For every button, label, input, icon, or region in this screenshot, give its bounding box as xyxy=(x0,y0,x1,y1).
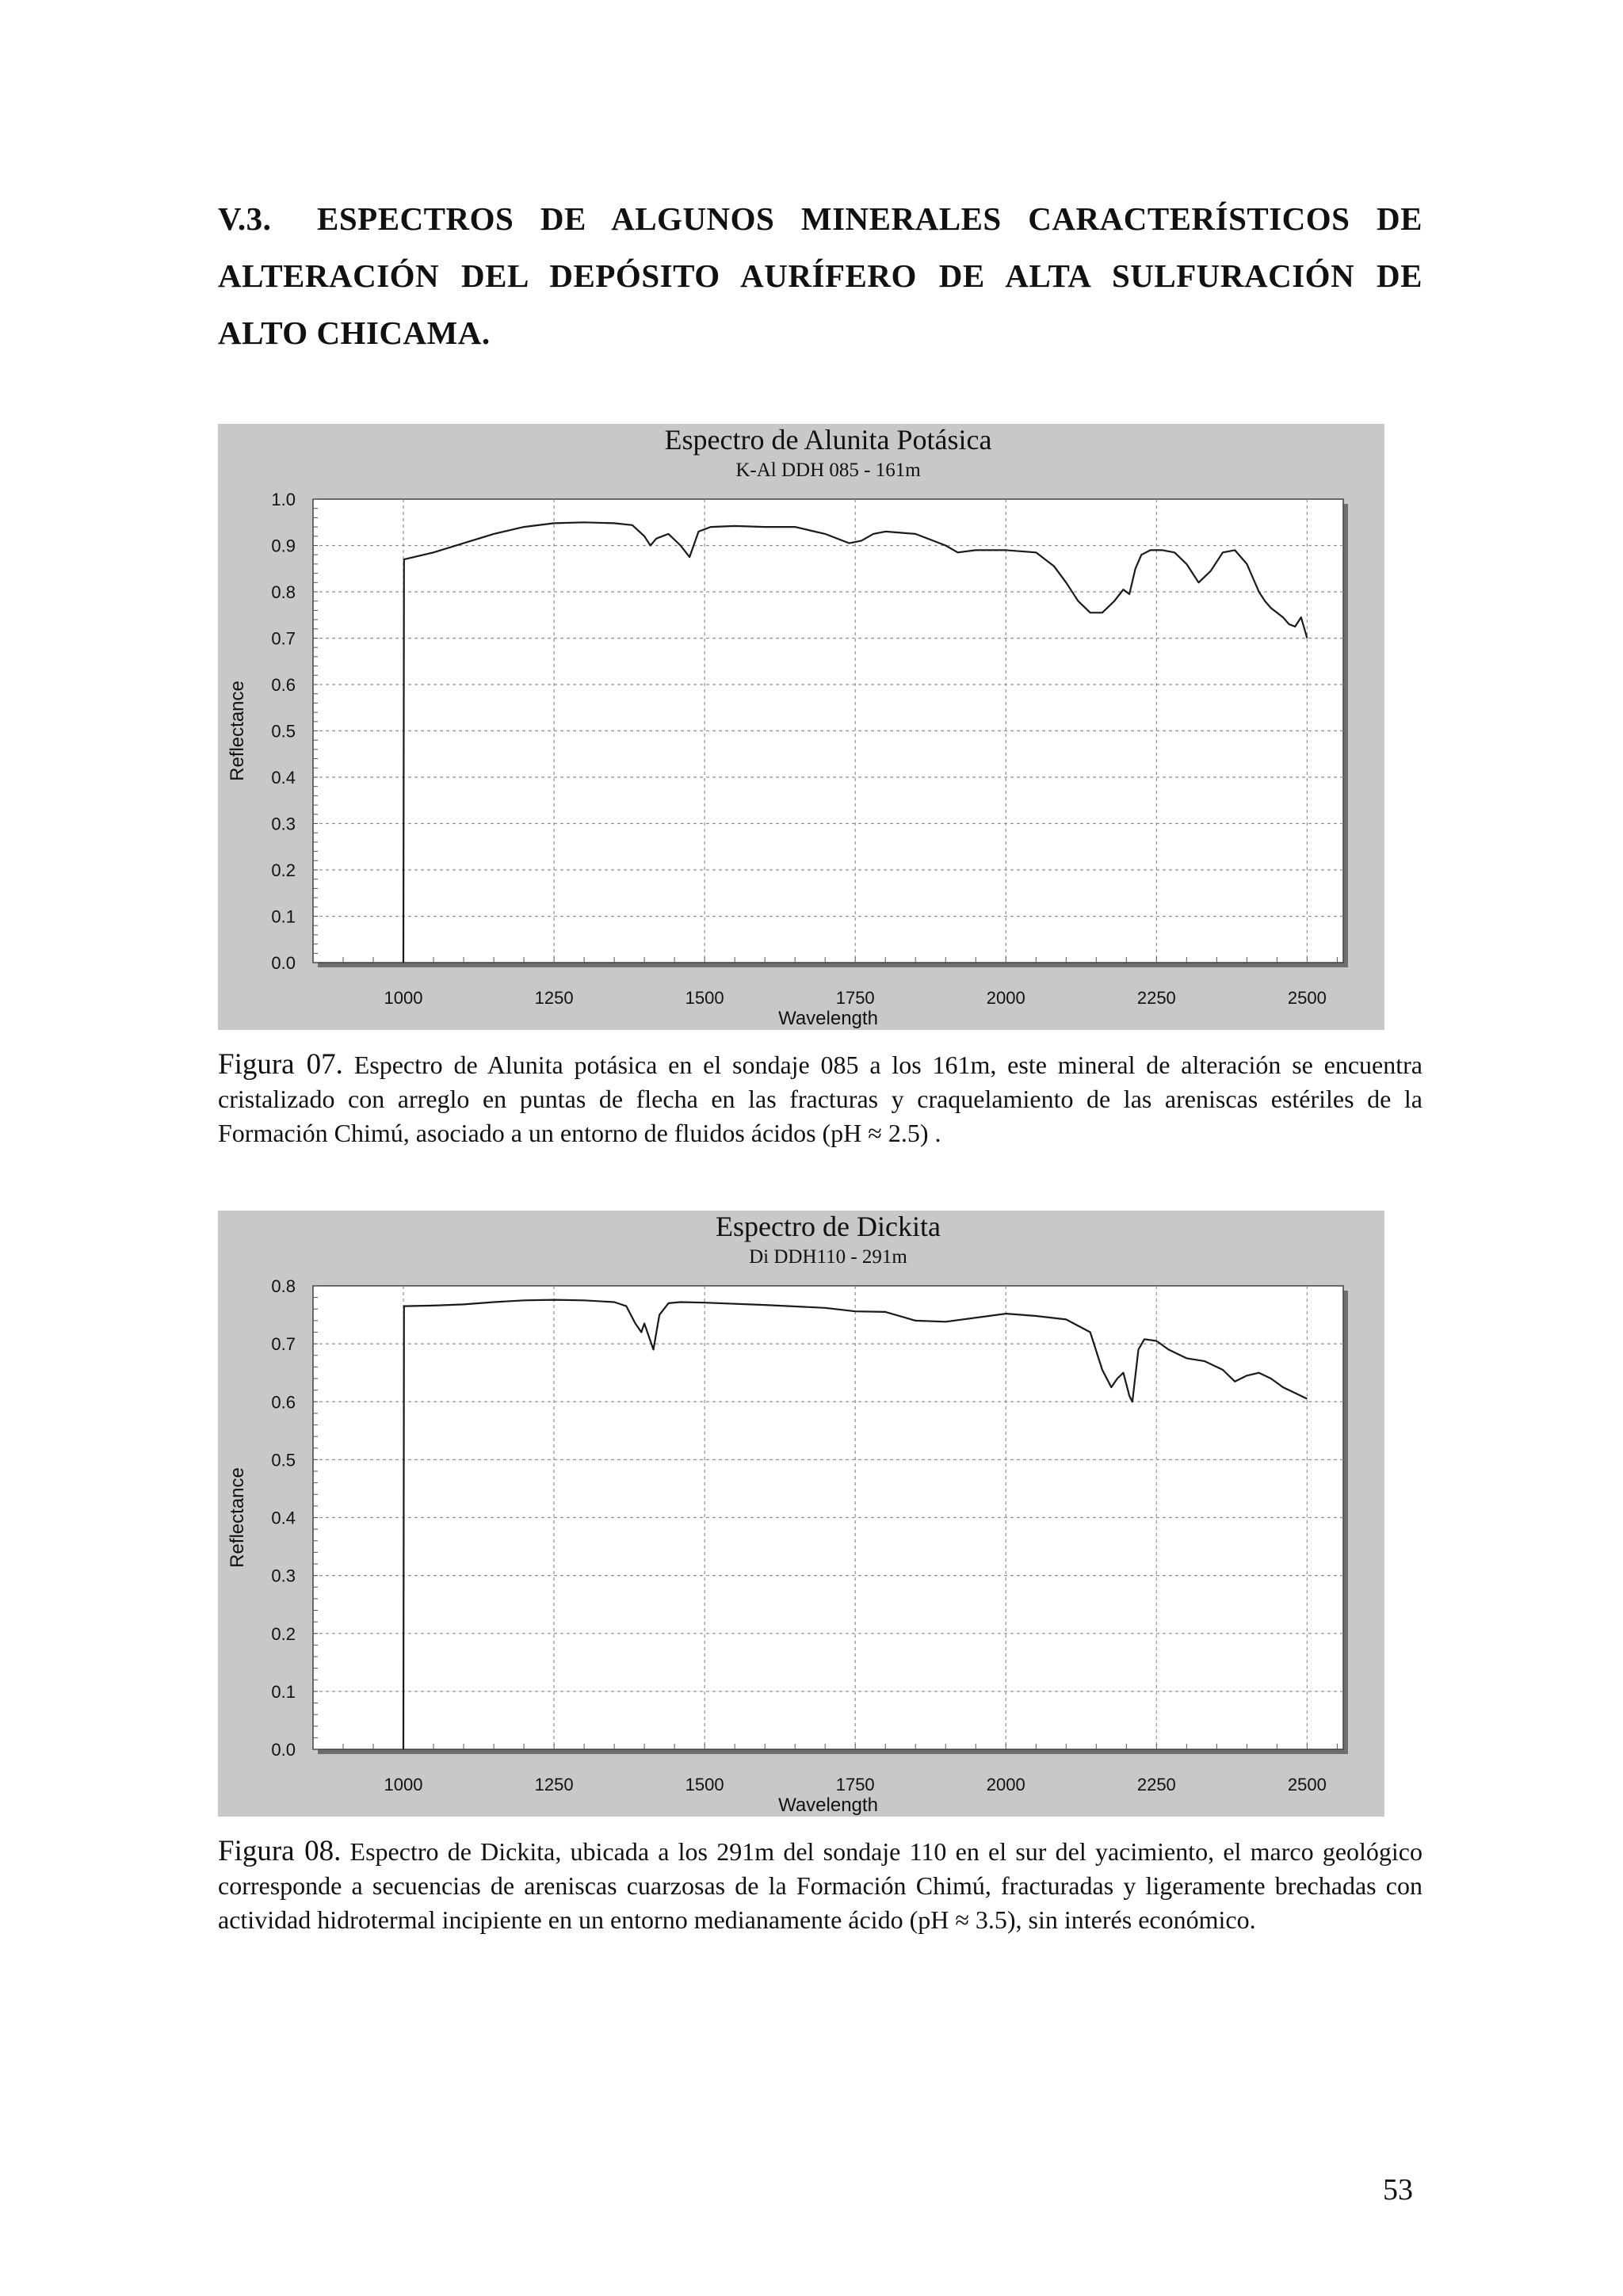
section-number: V.3. xyxy=(218,200,272,237)
x-tick-label: 1500 xyxy=(685,1775,724,1794)
section-heading xyxy=(218,190,1423,361)
x-tick-label: 2250 xyxy=(1136,1775,1176,1794)
y-tick-label: 0.7 xyxy=(271,628,296,649)
x-tick-label: 2000 xyxy=(986,988,1025,1008)
x-tick-label: 2500 xyxy=(1287,1775,1327,1794)
caption-label: Figura 08. xyxy=(218,1835,342,1867)
y-tick-label: 0.4 xyxy=(271,1508,296,1528)
y-axis-label: Reflectance xyxy=(227,681,248,781)
y-tick-label: 0.3 xyxy=(271,814,296,834)
y-tick-label: 0.1 xyxy=(271,1681,296,1702)
x-tick-label: 1500 xyxy=(685,988,724,1008)
x-tick-label: 1250 xyxy=(534,988,574,1008)
y-tick-label: 0.3 xyxy=(271,1566,296,1586)
page-number: 53 xyxy=(1383,2173,1413,2206)
x-axis-label: Wavelength xyxy=(778,1008,878,1029)
y-tick-label: 0.6 xyxy=(271,675,296,695)
y-tick-label: 0.8 xyxy=(271,1276,296,1296)
chart-subtitle: Di DDH110 - 291m xyxy=(749,1246,907,1268)
figure-dickita xyxy=(218,1211,1384,1817)
y-tick-label: 0.0 xyxy=(271,953,296,973)
x-tick-label: 1250 xyxy=(534,1775,574,1794)
chart-subtitle: K-Al DDH 085 - 161m xyxy=(735,460,921,481)
x-tick-label: 2500 xyxy=(1287,988,1327,1008)
y-tick-label: 0.7 xyxy=(271,1334,296,1355)
y-axis-label: Reflectance xyxy=(227,1467,248,1568)
caption-label: Figura 07. xyxy=(218,1048,343,1081)
y-tick-label: 0.4 xyxy=(271,768,296,788)
x-tick-label: 1750 xyxy=(835,1775,875,1794)
y-tick-label: 0.5 xyxy=(271,721,296,742)
caption-text: Espectro de Dickita, ubicada a los 291m del sondaje 110 en el sur del yacimiento, el marco geológico corresponde a secuencias de areniscas cuarzosas de la Formación Chimú, fracturadas y ligeramente brechadas con actividad hidrotermal incipiente en un entorno medianamente ácido (pH ≈ 3.5), sin interés económico. xyxy=(218,1837,1423,1934)
alunita-spectrum-chart xyxy=(218,424,1384,1030)
x-axis-label: Wavelength xyxy=(778,1794,878,1816)
figure-alunita xyxy=(218,424,1384,1030)
y-tick-label: 0.0 xyxy=(271,1740,296,1760)
chart-title: Espectro de Alunita Potásica xyxy=(664,424,992,456)
y-tick-label: 0.2 xyxy=(271,860,296,880)
y-tick-label: 1.0 xyxy=(271,490,296,509)
x-tick-label: 1000 xyxy=(384,1775,423,1794)
y-tick-label: 0.2 xyxy=(271,1623,296,1644)
y-tick-label: 0.6 xyxy=(271,1392,296,1413)
x-tick-label: 1750 xyxy=(835,988,875,1008)
x-tick-label: 2000 xyxy=(986,1775,1025,1794)
chart-title: Espectro de Dickita xyxy=(716,1211,941,1242)
x-tick-label: 2250 xyxy=(1136,988,1176,1008)
x-tick-label: 1000 xyxy=(384,988,423,1008)
caption-text: Espectro de Alunita potásica en el sondaje 085 a los 161m, este mineral de alteración se encuentra cristalizado con arreglo en puntas de flecha en las fracturas y craquelamiento de las areniscas estériles de la Formación Chimú, asociado a un entorno de fluidos ácidos (pH ≈ 2.5) . xyxy=(218,1051,1423,1147)
caption-figura-08 xyxy=(218,1834,1423,1937)
y-tick-label: 0.5 xyxy=(271,1450,296,1470)
y-tick-label: 0.1 xyxy=(271,906,296,927)
y-tick-label: 0.8 xyxy=(271,582,296,602)
section-title: ESPECTROS DE ALGUNOS MINERALES CARACTERÍSTICOS DE ALTERACIÓN DEL DEPÓSITO AURÍFERO DE ALTA SULFURACIÓN DE ALTO CHICAMA. xyxy=(218,200,1423,351)
caption-figura-07 xyxy=(218,1047,1423,1150)
dickita-spectrum-chart xyxy=(218,1211,1384,1817)
y-tick-label: 0.9 xyxy=(271,536,296,556)
